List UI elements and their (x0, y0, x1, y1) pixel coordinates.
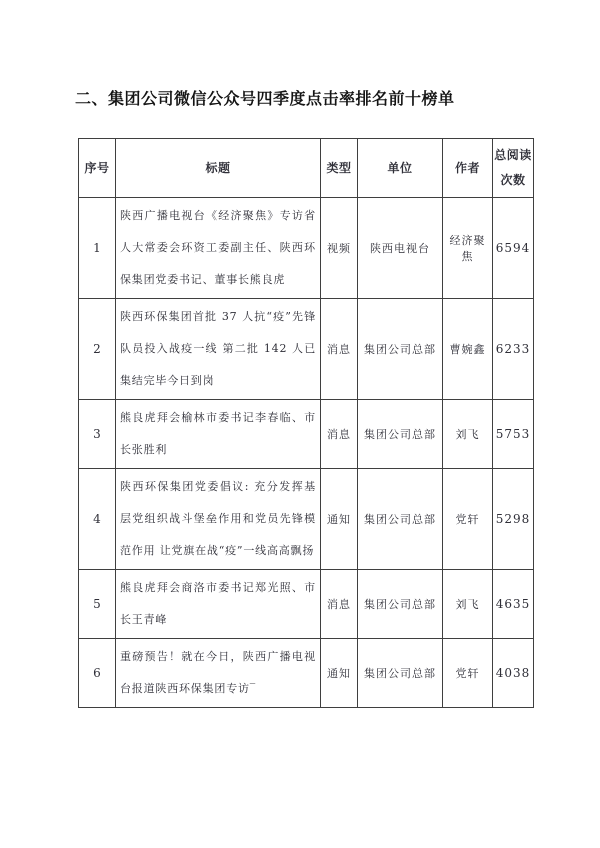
row-title-cell: 熊良虎拜会商洛市委书记郑光照、市长王青峰 (116, 570, 321, 639)
row-type-cell: 消息 (321, 400, 358, 469)
row-author-cell: 党轩 (443, 639, 493, 708)
row-index-cell: 3 (79, 400, 116, 469)
row-title-cell: 陕西广播电视台《经济聚焦》专访省人大常委会环资工委副主任、陕西环保集团党委书记、董事长熊良虎 (116, 198, 321, 299)
row-unit-cell: 集团公司总部 (358, 299, 443, 400)
col-header-author: 作者 (443, 139, 493, 198)
row-title-cell: 重磅预告！就在今日，陕西广播电视台报道陕西环保集团专访‾ (116, 639, 321, 708)
col-header-type: 类型 (321, 139, 358, 198)
row-author-cell: 刘飞 (443, 400, 493, 469)
row-unit-cell: 集团公司总部 (358, 469, 443, 570)
table-row (79, 198, 534, 299)
row-reads-cell: 5298 (493, 469, 534, 570)
row-reads-cell: 6594 (493, 198, 534, 299)
row-unit-cell: 集团公司总部 (358, 570, 443, 639)
table-row (79, 400, 534, 469)
table-header-row (79, 139, 534, 198)
row-author-cell: 刘飞 (443, 570, 493, 639)
ranking-table (78, 138, 534, 708)
row-reads-cell: 4635 (493, 570, 534, 639)
row-type-cell: 视频 (321, 198, 358, 299)
table-row (79, 469, 534, 570)
row-index-cell: 6 (79, 639, 116, 708)
row-title-cell: 熊良虎拜会榆林市委书记李春临、市长张胜利 (116, 400, 321, 469)
table-row (79, 299, 534, 400)
row-unit-cell: 陕西电视台 (358, 198, 443, 299)
row-type-cell: 消息 (321, 570, 358, 639)
row-author-cell: 经济聚焦 (443, 198, 493, 299)
section-title: 二、集团公司微信公众号四季度点击率排名前十榜单 (75, 89, 455, 108)
col-header-index: 序号 (79, 139, 116, 198)
table-row (79, 639, 534, 708)
row-unit-cell: 集团公司总部 (358, 639, 443, 708)
row-author-cell: 党轩 (443, 469, 493, 570)
row-index-cell: 2 (79, 299, 116, 400)
row-index-cell: 4 (79, 469, 116, 570)
row-type-cell: 通知 (321, 639, 358, 708)
row-title-cell: 陕西环保集团党委倡议: 充分发挥基层党组织战斗堡垒作用和党员先锋模范作用 让党旗在战“疫”一线高高飘扬 (116, 469, 321, 570)
table-row (79, 570, 534, 639)
row-index-cell: 1 (79, 198, 116, 299)
row-reads-cell: 6233 (493, 299, 534, 400)
row-reads-cell: 5753 (493, 400, 534, 469)
row-unit-cell: 集团公司总部 (358, 400, 443, 469)
row-type-cell: 消息 (321, 299, 358, 400)
row-reads-cell: 4038 (493, 639, 534, 708)
row-type-cell: 通知 (321, 469, 358, 570)
row-index-cell: 5 (79, 570, 116, 639)
col-header-title: 标题 (116, 139, 321, 198)
row-author-cell: 曹婉鑫 (443, 299, 493, 400)
col-header-unit: 单位 (358, 139, 443, 198)
col-header-reads: 总阅读次数 (493, 139, 534, 198)
row-title-cell: 陕西环保集团首批 37 人抗“疫”先锋队员投入战疫一线 第二批 142 人已集结完毕今日到岗 (116, 299, 321, 400)
